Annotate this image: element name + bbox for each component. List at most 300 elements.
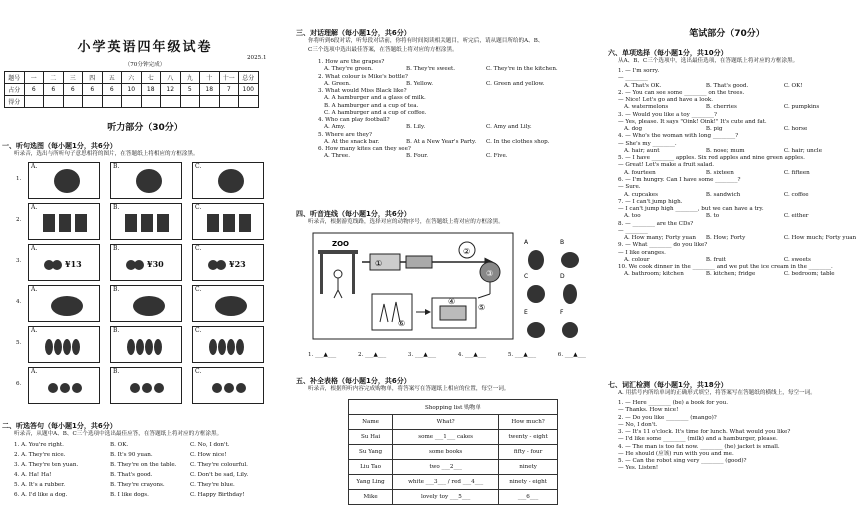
sec3-option[interactable]: A. At the snack bar.: [324, 138, 380, 145]
sec6-items: [618, 68, 860, 279]
sec6-option[interactable]: B. That's good.: [705, 82, 749, 89]
sec6-option[interactable]: C. bedroom; table: [783, 271, 835, 278]
picture-choice-grid: [0, 162, 290, 412]
score-header-cell: 十: [200, 72, 220, 84]
score-blank-cell[interactable]: [239, 96, 259, 108]
sec6-title: 六、单项选择（每小题1分，共10分）: [608, 49, 728, 57]
animal-letter-d: D: [560, 273, 565, 280]
picture-option[interactable]: [192, 162, 264, 199]
sec2-item: [14, 462, 290, 472]
answer-option[interactable]: C. They're colourful.: [190, 462, 248, 468]
sec3-title: 三、对话理解（每小题1分，共6分）: [296, 29, 411, 37]
score-header-cell: 五: [102, 72, 122, 84]
option-letter: A.: [31, 327, 38, 334]
shop-cell: two ___2___: [393, 460, 499, 475]
shop-cell: ninety - eight: [499, 475, 558, 490]
score-points-cell: 18: [141, 84, 161, 96]
sec6-option[interactable]: C. either: [783, 213, 809, 220]
sec3-option[interactable]: A. Amy.: [324, 124, 346, 131]
sec4-instructions: 听录音，根据游览线路，选择对应的动物序号，在答题纸上将对应的方框涂黑。: [308, 219, 504, 225]
picture-option[interactable]: [28, 285, 100, 322]
sec7-line: 2. — Do you like ________ (mango)?: [618, 414, 717, 421]
sec6-question-line: 1. — I'm sorry.: [618, 68, 660, 74]
question-number: 1.: [16, 176, 22, 182]
animal-letter-b: B: [560, 239, 565, 246]
sec3-option[interactable]: A. Three.: [324, 153, 351, 160]
score-blank-cell[interactable]: [102, 96, 122, 108]
sec6-question-line: — ________: [618, 75, 648, 82]
sec6-option[interactable]: A. That's OK.: [624, 82, 662, 89]
sec6-option[interactable]: B. to: [705, 213, 720, 220]
exam-year: 2025.1: [247, 55, 267, 61]
sec3-option-row: [318, 124, 586, 131]
shop-row: [349, 460, 558, 475]
option-letter: B.: [113, 245, 120, 252]
shop-cell: Su Yang: [349, 445, 393, 460]
answer-option[interactable]: 5. A. It's a rubber.: [14, 482, 66, 488]
shop-cell: white ___3___ / red ___4___: [393, 475, 499, 490]
sec6-option[interactable]: A. cupcakes: [624, 191, 658, 198]
sec3-option[interactable]: B. They're sweet.: [406, 66, 456, 73]
option-letter: A.: [31, 286, 38, 293]
sec3-option[interactable]: B. Four.: [406, 153, 429, 160]
picture-illustration: [29, 245, 99, 280]
answer-blank[interactable]: 5. ___▲___: [507, 352, 537, 358]
sec7-items: [618, 400, 860, 473]
sec3-items: [318, 59, 586, 161]
answer-blank[interactable]: 1. ___▲___: [308, 352, 337, 358]
answer-option[interactable]: C. Don't be sad, Lily.: [190, 472, 249, 478]
sec2-item: [14, 492, 290, 502]
sec2-item: [14, 472, 290, 482]
score-points-cell: 12: [161, 84, 181, 96]
sec7-line: — No, I don't.: [618, 421, 658, 428]
sec3-option[interactable]: B. At a New Year's Party.: [406, 138, 477, 145]
score-points-cell: 10: [122, 84, 142, 96]
answer-option[interactable]: C. They're blue.: [190, 482, 235, 488]
shop-cell: lovely toy ___5___: [393, 490, 499, 505]
answer-option[interactable]: B. I like dogs.: [110, 492, 149, 498]
middle-column: [296, 0, 586, 519]
sec3-option[interactable]: C. Amy and Lily.: [486, 124, 532, 131]
sec6-option-row: [618, 192, 860, 199]
answer-blank[interactable]: 2. ___▲___: [357, 352, 387, 358]
option-letter: A.: [31, 163, 38, 170]
score-points-cell: 6: [44, 84, 64, 96]
price-label: ¥23: [229, 259, 246, 269]
sec2-instructions: 听录音，从题中A、B、C三个选项中选出最佳应答，在答题纸上将对应的方框涂黑。: [14, 431, 223, 437]
sec3-question: 4. Who can play football?: [318, 117, 390, 124]
sec3-question: 3. What would Miss Black like?: [318, 88, 407, 95]
sec6-option[interactable]: A. bathroom; kitchen: [624, 271, 684, 278]
option-letter: C.: [195, 286, 202, 293]
time-note: （70分钟完成）: [124, 62, 166, 68]
question-number: 2.: [16, 217, 22, 223]
option-letter: C.: [195, 163, 202, 170]
score-blank-cell[interactable]: [44, 96, 64, 108]
picture-illustration: [29, 163, 99, 198]
sec6-option[interactable]: A. hair; aunt: [624, 147, 660, 154]
listening-title: 听力部分（30分）: [107, 123, 183, 133]
shop-header-cell: Name: [349, 415, 393, 430]
sec3-option[interactable]: A. Green.: [324, 80, 351, 87]
shopping-list-title: Shopping list 购物单: [349, 400, 558, 415]
sec6-option[interactable]: B. fruit: [705, 256, 726, 263]
score-header-cell: 题号: [5, 72, 25, 84]
sec3-question: 6. How many kites can they see?: [318, 146, 411, 153]
sec6-option[interactable]: B. How; Forty: [705, 235, 746, 242]
shop-cell: Yang Ling: [349, 475, 393, 490]
sec6-option-row: [618, 213, 860, 220]
option-letter: B.: [113, 368, 120, 375]
picture-option[interactable]: [28, 162, 100, 199]
score-header-cell: 七: [141, 72, 161, 84]
sec6-option[interactable]: A. How many; Forty yuan: [624, 235, 696, 242]
sec6-option[interactable]: A. watermelons: [624, 104, 669, 111]
sec6-option-row: [618, 170, 860, 177]
sec2-item: [14, 442, 290, 452]
question-number: 5.: [16, 340, 22, 346]
picture-option[interactable]: [192, 244, 264, 281]
sec6-option[interactable]: B. pig: [705, 126, 723, 133]
sec6-option[interactable]: C. horse: [783, 126, 808, 133]
sec3-option[interactable]: A. A hamburger and a glass of milk.: [324, 95, 426, 102]
sec6-question-line: — She's my ________.: [618, 140, 677, 147]
animal-letter-a: A: [524, 239, 529, 246]
sec6-question-line: — I can't jump high ________, but we can have a try.: [618, 206, 764, 213]
animal-letter-c: C: [524, 273, 529, 280]
picture-option[interactable]: [110, 285, 182, 322]
picture-option[interactable]: [110, 244, 182, 281]
sec6-option[interactable]: C. coffee: [783, 191, 809, 198]
picture-option[interactable]: [110, 326, 182, 363]
sec6-option[interactable]: A. too: [624, 213, 641, 220]
score-header-cell: 四: [83, 72, 103, 84]
sec6-option-row: [618, 83, 860, 90]
score-points-label: 占分: [5, 84, 25, 96]
sec6-question-line: 2. — You can see some ________ on the trees.: [618, 89, 745, 96]
score-blank-cell[interactable]: [83, 96, 103, 108]
sec6-option[interactable]: A. dog: [624, 126, 643, 133]
score-blank-cell[interactable]: [141, 96, 161, 108]
shop-cell: ___6___: [499, 490, 558, 505]
picture-option[interactable]: [28, 326, 100, 363]
picture-option[interactable]: [192, 326, 264, 363]
sec6-question-line: — I like oranges.: [618, 249, 666, 256]
sec6-option[interactable]: A. fourteen: [624, 169, 656, 176]
sec5-title: 五、补全表格（每小题1分，共6分）: [296, 377, 411, 385]
animal-letter-f: F: [560, 309, 564, 316]
score-points-cell: 7: [219, 84, 239, 96]
shop-cell: twenty - eight: [499, 430, 558, 445]
sec6-question-line: 4. — Who's the woman with long ________?: [618, 133, 739, 140]
sec6-option[interactable]: C. How much; Forty yuan: [783, 235, 857, 242]
score-header-cell: 一: [24, 72, 44, 84]
sec3-instr-2: C三个选项中选出最佳答案，在答题纸上将对应的方框涂黑。: [308, 47, 458, 53]
sec3-option-row: [318, 81, 586, 88]
option-letter: C.: [195, 327, 202, 334]
sec6-question-line: — ________: [618, 227, 648, 234]
sec1-title: 一、听句选图（每小题1分，共6分）: [2, 142, 117, 150]
question-number: 6.: [16, 381, 22, 387]
score-header-cell: 九: [180, 72, 200, 84]
sec7-title: 七、词汇检测（每小题1分，共18分）: [608, 381, 728, 389]
picture-illustration: [193, 163, 263, 198]
shop-row: [349, 475, 558, 490]
sec6-option[interactable]: C. pumpkins: [783, 104, 820, 111]
sec3-instr-1: 你将听到6段对话，听每段对话前，你将有时间阅读相关题目，听完后，请从题目所给的A、B、: [308, 38, 544, 44]
sec7-line: 1. — Here ________ (be) a book for you.: [618, 400, 729, 406]
sec3-question: 5. Where are they?: [318, 131, 372, 138]
sec1-instructions: 听录音，选出与所听句子意思相符的图片，在答题纸上将相应的方框涂黑。: [14, 151, 199, 157]
answer-option[interactable]: C. How nice!: [190, 452, 227, 458]
picture-illustration: [111, 163, 181, 198]
answer-option[interactable]: 3. A. They're ten yuan.: [14, 462, 79, 468]
score-table: [4, 71, 259, 108]
score-blank-cell[interactable]: [24, 96, 44, 108]
question-number: 3.: [16, 258, 22, 264]
sec6-option[interactable]: C. fifteen: [783, 169, 810, 176]
option-letter: B.: [113, 204, 120, 211]
shop-header-cell: What?: [393, 415, 499, 430]
answer-option[interactable]: C. No, I don't.: [190, 442, 230, 448]
option-letter: A.: [31, 245, 38, 252]
option-letter: C.: [195, 245, 202, 252]
sec6-question-line: 7. — I can't jump high.: [618, 198, 683, 205]
sec6-question-line: 9. — What ________ do you like?: [618, 242, 708, 249]
score-points-cell: 6: [83, 84, 103, 96]
sec3-option-row: [318, 153, 586, 160]
answer-blank[interactable]: 3. ___▲___: [407, 352, 437, 358]
option-letter: A.: [31, 368, 38, 375]
score-blank-cell[interactable]: [180, 96, 200, 108]
score-header-cell: 三: [63, 72, 83, 84]
score-header-cell: 十一: [219, 72, 239, 84]
sec6-option-row: [618, 148, 860, 155]
answer-blank[interactable]: 6. ___▲___: [557, 352, 586, 358]
score-header-cell: 总分: [239, 72, 259, 84]
question-number: 4.: [16, 299, 22, 305]
score-header-cell: 八: [161, 72, 181, 84]
sec7-line: — Yes. Listen!: [618, 465, 659, 472]
sec3-option[interactable]: B. A hamburger and a cup of tea.: [324, 102, 419, 109]
score-points-cell: 100: [239, 84, 259, 96]
picture-illustration: [111, 327, 181, 362]
sec6-question-line: — Yes, please. It says "Oink! Oink!" It's cute and fat.: [618, 118, 767, 125]
map-num-2: ②: [463, 247, 471, 256]
option-letter: B.: [113, 163, 120, 170]
shop-header-cell: How much?: [499, 415, 558, 430]
score-header-cell: 二: [44, 72, 64, 84]
sec6-option[interactable]: B. cherries: [705, 104, 737, 111]
sec6-instructions: 从A、B、C三个选项中，选出最佳选项，在答题纸上将对应的方框涂黑。: [618, 58, 799, 64]
answer-blank[interactable]: 4. ___▲___: [457, 352, 487, 358]
sec6-question-line: 8. — ________ are the CDs?: [618, 220, 694, 227]
score-blank-cell[interactable]: [63, 96, 83, 108]
picture-option[interactable]: [28, 367, 100, 404]
sec7-line: — I'd like some ________ (milk) and a hamburger, please.: [618, 436, 778, 443]
sec2-items: [14, 442, 290, 502]
sec6-question-line: — Sure.: [618, 184, 641, 191]
sec5-instructions: 听录音，根据所听内容完成购物单，将答案写在答题纸上相应的位置，每空一词。: [308, 386, 510, 392]
answer-option[interactable]: B. They're on the table.: [110, 462, 177, 468]
sec3-question: 1. How are the grapes?: [318, 59, 385, 65]
sec2-item: [14, 452, 290, 462]
shop-cell: Su Hai: [349, 430, 393, 445]
score-blank-cell[interactable]: [161, 96, 181, 108]
score-points-cell: 5: [180, 84, 200, 96]
shop-cell: some books: [393, 445, 499, 460]
sec6-question-line: 6. — I'm hungry. Can I have some ________?: [618, 176, 741, 183]
score-points-cell: 6: [63, 84, 83, 96]
picture-illustration: [193, 245, 263, 280]
sec3-option[interactable]: C. Five.: [486, 153, 508, 160]
score-points-cell: 6: [24, 84, 44, 96]
sec6-option[interactable]: B. sandwich: [705, 191, 741, 198]
option-letter: C.: [195, 204, 202, 211]
sec3-option[interactable]: A. They're green.: [324, 66, 373, 73]
score-blank-cell[interactable]: [219, 96, 239, 108]
sec3-option[interactable]: C. In the clothes shop.: [486, 138, 550, 145]
map-num-6: ⑥: [398, 319, 406, 328]
picture-illustration: [111, 204, 181, 239]
picture-illustration: [29, 327, 99, 362]
picture-illustration: [193, 204, 263, 239]
map-num-3: ③: [486, 269, 494, 278]
answer-option[interactable]: B. It's 90 yuan.: [110, 452, 153, 458]
answer-option[interactable]: B. That's good.: [110, 472, 153, 478]
option-letter: B.: [113, 327, 120, 334]
sec6-option[interactable]: B. nose; mum: [705, 147, 745, 154]
sec7-line: — He should (应该) run with you and me.: [618, 450, 734, 457]
sec6-option-row: [618, 126, 860, 133]
sec6-question-line: — Nice! Let's go and have a look.: [618, 97, 713, 104]
score-blank-cell[interactable]: [200, 96, 220, 108]
sec6-option-row: [618, 235, 860, 242]
sec6-option[interactable]: C. hair; uncle: [783, 147, 823, 154]
option-letter: A.: [31, 204, 38, 211]
shop-row: [349, 445, 558, 460]
map-num-5: ⑤: [478, 303, 486, 312]
answer-option[interactable]: C. Happy Birthday!: [190, 492, 245, 498]
sec4-title: 四、听音连线（每小题1分，共6分）: [296, 210, 411, 218]
picture-illustration: [193, 286, 263, 321]
shop-cell: Mike: [349, 490, 393, 505]
picture-option[interactable]: [110, 162, 182, 199]
shop-cell: Liu Tao: [349, 460, 393, 475]
sec7-line: 5. — Can the robot sing very ________ (good)?: [618, 458, 747, 465]
score-points-cell: 6: [102, 84, 122, 96]
option-letter: C.: [195, 368, 202, 375]
sec6-option[interactable]: C. OK!: [783, 82, 803, 89]
sec3-option-row: [318, 139, 586, 146]
picture-illustration: [29, 286, 99, 321]
score-points-cell: 18: [200, 84, 220, 96]
matching-answer-row: [308, 352, 586, 359]
picture-option[interactable]: [28, 203, 100, 240]
shop-cell: some ___1___ cakes: [393, 430, 499, 445]
shop-cell: fifty - four: [499, 445, 558, 460]
price-label: ¥30: [147, 259, 164, 269]
picture-illustration: [29, 368, 99, 403]
written-part-title: 笔试部分（70分）: [689, 29, 765, 39]
zoo-map-figure: [312, 232, 582, 342]
right-column: [594, 0, 860, 519]
answer-option[interactable]: B. They're crayons.: [110, 482, 165, 488]
picture-option[interactable]: [192, 285, 264, 322]
shop-row: [349, 490, 558, 505]
sec6-option-row: [618, 271, 860, 278]
left-column: [0, 0, 290, 519]
score-header-cell: 六: [122, 72, 142, 84]
score-row-label: 得分: [5, 96, 25, 108]
sec3-option[interactable]: C. They're in the kitchen.: [486, 66, 558, 73]
sec3-option[interactable]: C. A hamburger and a cup of coffee.: [324, 109, 427, 116]
sec3-option[interactable]: B. Lily.: [406, 124, 426, 131]
picture-option[interactable]: [110, 367, 182, 404]
sec6-option[interactable]: B. kitchen; fridge: [705, 271, 756, 278]
picture-illustration: [193, 327, 263, 362]
sec7-instructions: A. 用括号内所给单词的正确形式填空，将答案写在答题纸的横线上，每空一词。: [618, 390, 816, 396]
sec3-option[interactable]: B. Yellow.: [406, 80, 434, 87]
sec2-item: [14, 482, 290, 492]
picture-illustration: [29, 204, 99, 239]
picture-option[interactable]: [28, 244, 100, 281]
shop-row: [349, 430, 558, 445]
option-letter: B.: [113, 286, 120, 293]
sec7-line: 4. — The man is too fat now. ________ (he) jacket is small.: [618, 443, 780, 450]
sec6-question-line: 3. — Would you like a toy ________?: [618, 111, 717, 118]
answer-option[interactable]: 6. A. I'd like a dog.: [14, 492, 68, 498]
picture-option[interactable]: [192, 367, 264, 404]
sec6-option-row: [618, 104, 860, 111]
answer-option[interactable]: B. OK.: [110, 442, 129, 448]
sec7-line: 3. — It's 11 o'clock. It's time for lunch. What would you like?: [618, 429, 791, 436]
answer-option[interactable]: 1. A. You're right.: [14, 442, 64, 448]
sec3-question: 2. What colour is Mike's bottle?: [318, 73, 408, 80]
sec7-line: — Thanks. How nice!: [618, 407, 679, 414]
sec6-option[interactable]: A. colour: [624, 256, 650, 263]
picture-illustration: [111, 245, 181, 280]
zoo-label: ZOO: [332, 240, 349, 248]
score-blank-cell[interactable]: [122, 96, 142, 108]
picture-option[interactable]: [192, 203, 264, 240]
zoo-map-svg: [312, 232, 582, 342]
sec6-question-line: 5. — I have ________ apples. Six red apples and nine green apples.: [618, 155, 805, 162]
shop-cell: ninety: [499, 460, 558, 475]
animal-letter-e: E: [524, 309, 528, 316]
sec6-option-row: [618, 257, 860, 264]
picture-illustration: [111, 368, 181, 403]
sec6-option[interactable]: B. sixteen: [705, 169, 734, 176]
answer-option[interactable]: 2. A. They're nice.: [14, 452, 66, 458]
price-label: ¥13: [65, 259, 82, 269]
sec6-option[interactable]: C. sweets: [783, 256, 811, 263]
map-num-1: ①: [375, 259, 383, 268]
sec3-option-row: [318, 66, 586, 73]
picture-option[interactable]: [110, 203, 182, 240]
picture-illustration: [111, 286, 181, 321]
sec6-question-line: — Great! Let's make a fruit salad.: [618, 162, 714, 169]
shopping-list-table: [348, 399, 558, 505]
answer-option[interactable]: 4. A. Ha! Ha!: [14, 472, 52, 478]
picture-illustration: [193, 368, 263, 403]
sec3-option[interactable]: C. Green and yellow.: [486, 80, 545, 87]
sec6-question-line: 10. We cook dinner in the ________ and we put the ice cream in the ________.: [618, 264, 833, 271]
exam-title: 小学英语四年级试卷: [77, 40, 213, 55]
sec2-title: 二、听选答句（每小题1分，共6分）: [2, 422, 117, 430]
map-num-4: ④: [448, 297, 456, 306]
